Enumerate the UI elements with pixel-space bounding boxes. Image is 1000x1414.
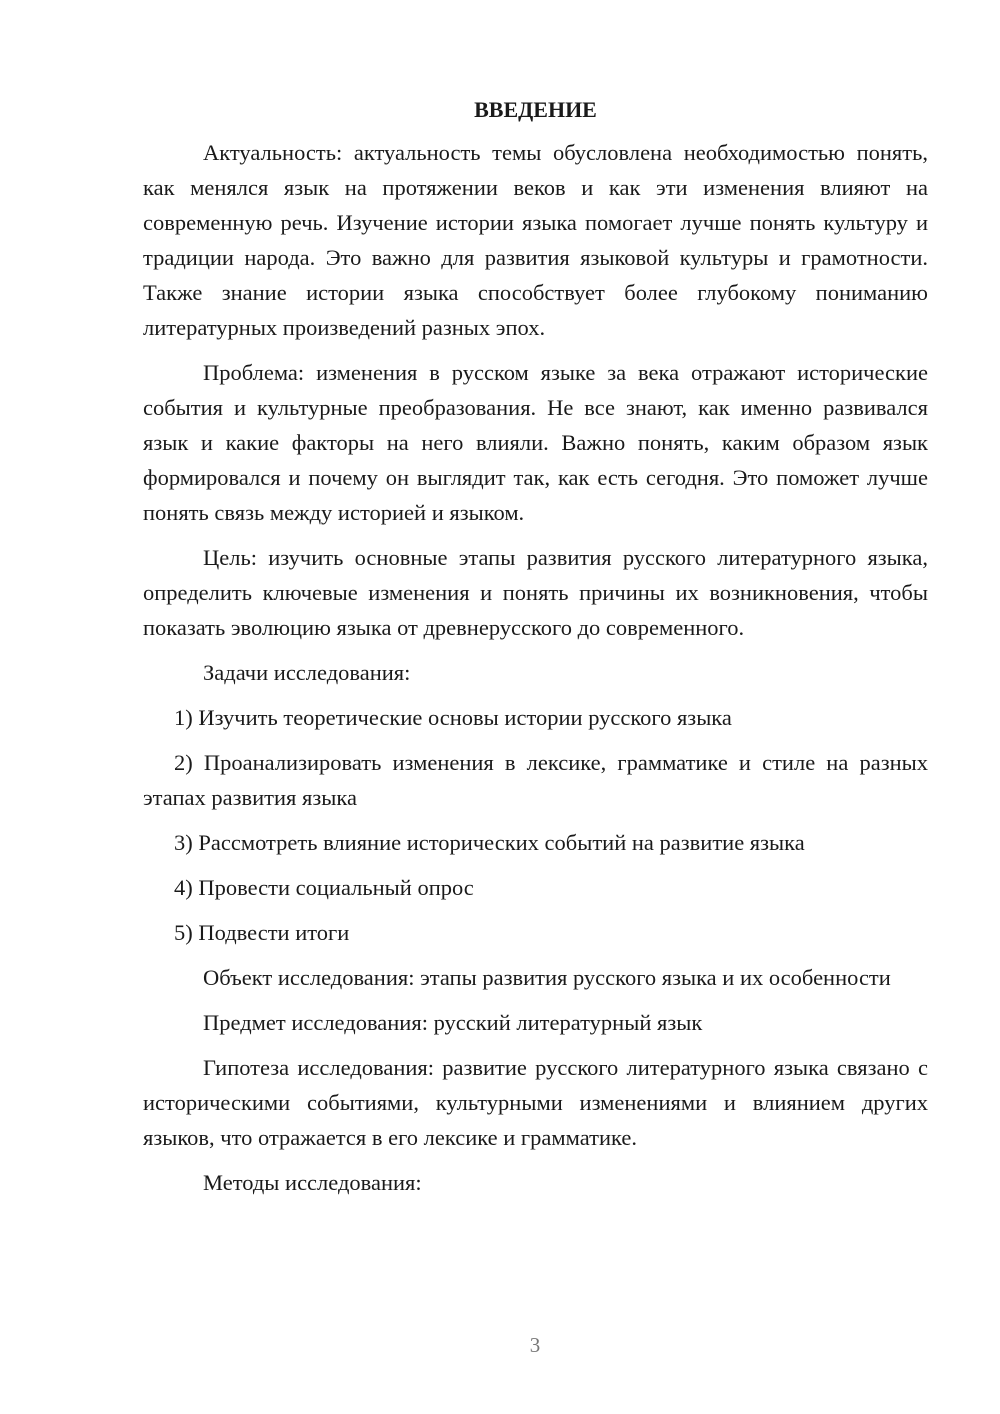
subject-paragraph: Предмет исследования: русский литературный язык (203, 1010, 703, 1035)
object-paragraph: Объект исследования: этапы развития русского языка и их особенности (203, 965, 891, 990)
task-item-5: 5) Подвести итоги (174, 920, 350, 945)
task-item-2: 2) Проанализировать изменения в лексике, грамматике и стиле на разных этапах развития языка (143, 750, 928, 810)
hypothesis-paragraph: Гипотеза исследования: развитие русского литературного языка связано с историческими событиями, культурными изменениями и влиянием других языков, что отражается в его лексике и грамматике. (143, 1055, 928, 1150)
tasks-heading: Задачи исследования: (203, 660, 411, 685)
task-item-4: 4) Провести социальный опрос (174, 875, 474, 900)
section-title: ВВЕДЕНИЕ (474, 97, 597, 122)
goal-paragraph: Цель: изучить основные этапы развития русского литературного языка, определить ключевые изменения и понять причины их возникновения, чтобы показать эволюцию языка от древнерусского до современного. (143, 545, 928, 640)
relevance-paragraph: Актуальность: актуальность темы обусловлена необходимостью понять, как менялся язык на протяжении веков и как эти изменения влияют на современную речь. Изучение истории языка помогает лучше понять культуру и традиции народа. Это важно для развития языковой культуры и грамотности. Также знание истории языка способствует более глубокому пониманию литературных произведений разных эпох. (143, 140, 928, 340)
task-item-1: 1) Изучить теоретические основы истории русского языка (174, 705, 732, 730)
problem-paragraph: Проблема: изменения в русском языке за века отражают исторические события и культурные преобразования. Не все знают, как именно развивался язык и какие факторы на него влияли. Важно понять, каким образом язык формировался и почему он выглядит так, как есть сегодня. Это поможет лучше понять связь между историей и языком. (143, 360, 928, 525)
page-number: 3 (529, 1333, 541, 1357)
task-item-3: 3) Рассмотреть влияние исторических событий на развитие языка (174, 830, 805, 855)
methods-heading: Методы исследования: (203, 1170, 422, 1195)
document-page (143, 95, 928, 1210)
